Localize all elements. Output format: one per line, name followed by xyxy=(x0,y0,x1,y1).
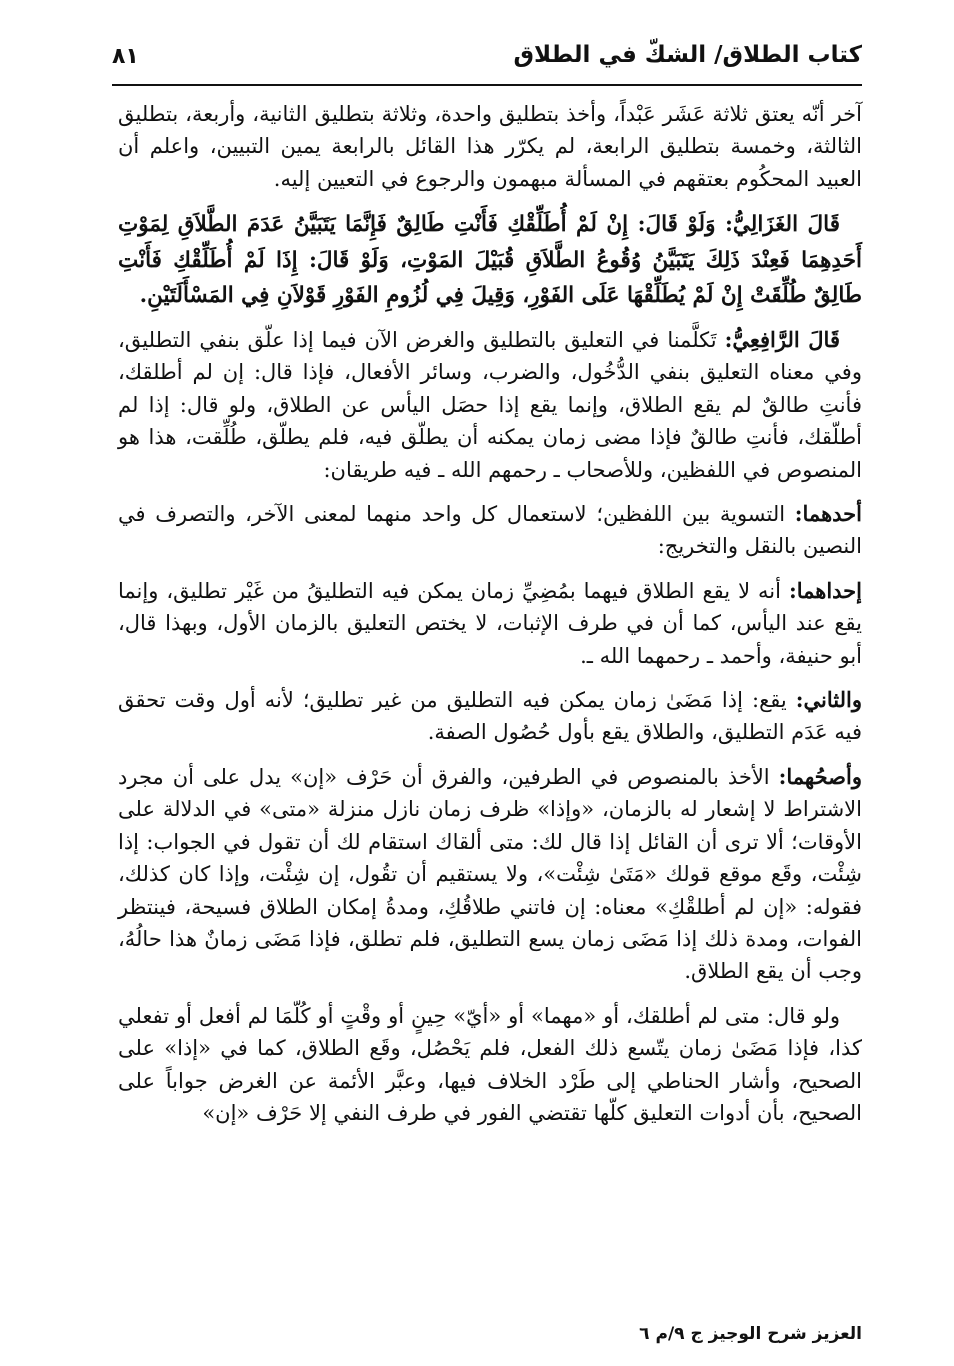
paragraph-continuation: آخر أنّه يعتق ثلاثة عَشَر عَبْداً، وأخذ بتطليق واحدة، وثلاثة بتطليق الثانية، وأربعة، بتطليق الثالثة، وخمسة بتطليق الرابعة، لم يكرّر هذا القائل بالرابعة يمين التبيين، واعلم أن العبيد المحكُوم بعتقهم في المسألة مبهمون والرجوع في التعيين إليه. xyxy=(118,102,862,191)
first-way-text: التسوية بين اللفظين؛ لاستعمال كل واحد منهما لمعنى الآخر، والتصرف في النصين بالنقل والتخريج: xyxy=(118,502,862,559)
page-header xyxy=(112,32,862,82)
paragraph-other-particles: ولو قال: متى لم أطلقك، أو «مهما» أو «أيّ» حِينٍ أو وقْتٍ أو كُلّمَا لم أفعل أو تفعلي كذا، فإذا مَضَىٰ زمان يتّسع ذلك الفعل، فلم يَحْصُل، وقَع الطلاق، كما في «إذا» على الصحيح، وأشار الحناطي إلى طَرْد الخلاف فيها، وعبَّر الأئمة عن الغرض جواباً على الصحيح، بأن أدوات التعليق كلّها تقتضي الفور في طرف النفي إلا حَرْف «إن» xyxy=(118,1003,862,1125)
footer-signature: العزيز شرح الوجيز ج ٩/م ٦ xyxy=(639,1324,862,1344)
lead-ihdahuma: إحداهما: xyxy=(788,577,862,603)
ghazali-text: وَلَوْ قَالَ: إِنْ لَمْ أُطَلِّقْكِ فَأَنْتِ طَالِقٌ فَإِنَّمَا يَتَبَيَّنُ عَدَمَ الطَّلاَقِ لِمَوْتِ أَحَدِهِمَا فَعِنْدَ ذَلِكَ يَتَبَيَّنُ وُقُوعُ الطَّلاَقِ قُبَيْلَ المَوْتِ، وَلَوْ قَالَ: إِذَا لَمْ أُطَلِّقْكِ فَأَنْتِ طَالِقٌ طُلِّقَتْ إِنْ لَمْ يُطَلِّقْهَا عَلَى الفَوْرِ، وَقِيلَ فِي لُزُومِ الفَوْرِ قَوْلاَنِ فِي المَسْأَلَتَيْنِ. xyxy=(118,212,862,309)
lead-most-correct: وأصحُهما: xyxy=(778,763,862,789)
paragraph-first-way xyxy=(118,498,862,563)
paragraph-second-view xyxy=(118,684,862,749)
header-rule xyxy=(112,84,862,86)
lead-second: والثاني: xyxy=(795,687,862,713)
most-correct-text: الأخذ بالمنصوص في الطرفين، والفرق أن حَرْف «إن» يدل على أن مجرد الاشتراط لا إشعار له بالزمان، «وإذا» ظرف زمان نازل منزلة «متى» في الدلالة على الأوقات؛ ألا ترى أن القائل إذا قال لك: متى ألقاك استقام لك أن تقول في الجواب: إذا شِئْت، وقَع موقع قولك «مَتَىٰ شِئْت»، ولا يستقيم أن تقُول، إن شِئْت، وإذا كان كذلك، فقوله: «إن لم أطلقْكِ» معناه: إن فاتني طلاقُكِ، ومدةُ إمكان الطلاق فسيحة، فينتظر الفوات، ومدة ذلك إذا مَضَى زمان يسع التطليق، فلم تطلق، فإذا مَضَى زمانٌ هذا حالُهُ، وجب أن يقع الطلاق. xyxy=(118,764,862,984)
paragraph-most-correct xyxy=(118,761,862,988)
first-view-text: أنه لا يقع الطلاق فيهما بمُضِيِّ زمان يمكن فيه التطليقُ من غَيْر تطليق، وإنما يقع عند اليأس، كما أن في طرف الإثبات، لا يختص التعليق بالزمان الأول، وبهذا قال، أبو حنيفة، وأحمد ـ رحمهما الله ـ. xyxy=(118,578,862,668)
paragraph-rafii xyxy=(118,324,862,486)
speaker-ghazali: قَالَ الغَزَالِيُّ: xyxy=(724,212,840,238)
lead-ahaduhuma: أحدهما: xyxy=(794,501,862,527)
paragraph-first-view xyxy=(118,575,862,672)
main-text xyxy=(118,98,862,1141)
rafii-text: تَكلَّمنا في التعليق بالتطليق والغرض الآن فيما إذا علّق بنفي التطليق، وفي معناه التعليق بنفي الدُّخُول، والضرب، وسائر الأفعال، فإذا قال: إن لم أطلقك، فأنتِ طالقٌ لم يقع الطلاق، وإنما يقع إذا حصَل اليأس عن الطلاق، ولو قال: إذا لم أطلّقك، فأنتِ طالقٌ فإذا مضى زمان يمكنه أن يطلّق فيه، فلم يطلّق، طُلِّقت، هذا هو المنصوص في اللفظين، وللأصحاب ـ رحمهم الله ـ فيه طريقان: xyxy=(118,328,862,482)
running-title: كتاب الطلاق/ الشكّ في الطلاق xyxy=(513,42,862,68)
paragraph-ghazali xyxy=(118,207,862,314)
second-view-text: يقع: إذا مَضَىٰ زمان يمكن فيه التطليق من غير تطليق؛ لأنه أول وقت تحقق فيه عَدَم التطليق، والطلاق يقع بأول حُصُول الصفة. xyxy=(118,688,862,745)
speaker-rafii: قَالَ الرَّافِعِيُّ: xyxy=(724,327,840,352)
page-number: ٨١ xyxy=(112,44,139,69)
